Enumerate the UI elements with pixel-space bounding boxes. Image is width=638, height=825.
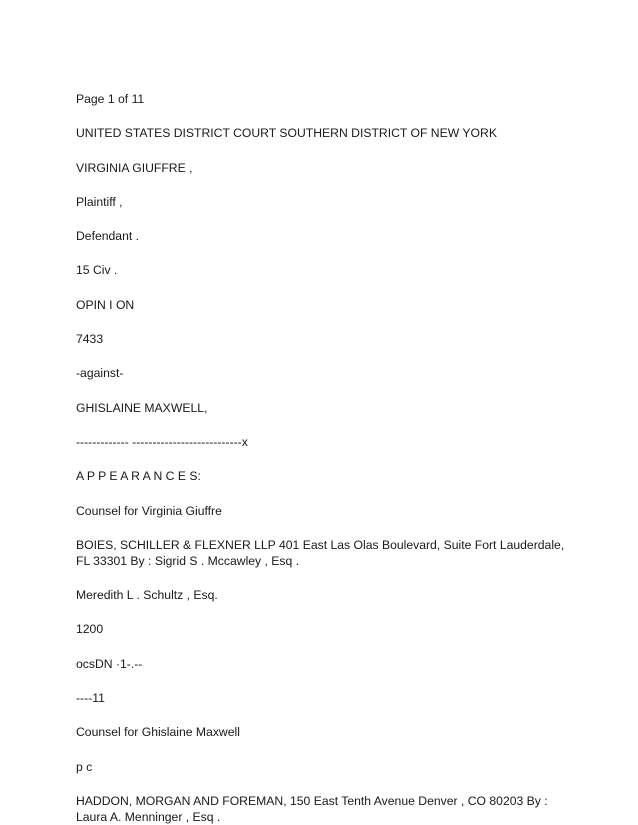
- defendant-counsel-firm: HADDON, MORGAN AND FOREMAN, 150 East Tenth Avenue Denver , CO 80203 By : Laura A. Menninger , Esq .: [76, 793, 552, 824]
- stamp-initials: p c: [76, 759, 93, 774]
- docs-stamp: ocsDN ·1-.--: [76, 656, 143, 671]
- defendant-label: Defendant .: [76, 229, 140, 244]
- plaintiff-counsel-firm: BOIES, SCHILLER & FLEXNER LLP 401 East Las Olas Boulevard, Suite Fort Lauderdale, FL 33301 By : Sigrid S . Mccawley , Esq .: [76, 537, 568, 568]
- plaintiff-name: VIRGINIA GIUFFRE ,: [76, 160, 193, 175]
- case-number: 7433: [76, 332, 104, 347]
- plaintiff-counsel-attorney: Meredith L . Schultz , Esq.: [76, 588, 218, 603]
- plaintiff-label: Plaintiff ,: [76, 194, 123, 209]
- case-civ: 15 Civ .: [76, 263, 118, 278]
- suite-number: 1200: [76, 622, 104, 637]
- counsel-defendant-heading: Counsel for Ghislaine Maxwell: [76, 725, 240, 740]
- separator-line: ------------- ---------------------------x: [76, 434, 248, 449]
- page-number: Page 1 of 11: [76, 92, 145, 106]
- against-text: -against-: [76, 366, 124, 381]
- court-heading: UNITED STATES DISTRICT COURT SOUTHERN DISTRICT OF NEW YORK: [76, 126, 497, 141]
- opinion-title: OPIN I ON: [76, 297, 135, 312]
- defendant-name: GHISLAINE MAXWELL,: [76, 400, 208, 415]
- counsel-plaintiff-heading: Counsel for Virginia Giuffre: [76, 503, 222, 518]
- appearances-heading: A P P E A R A N C E S:: [76, 469, 201, 484]
- stamp-fragment: ----11: [76, 691, 105, 706]
